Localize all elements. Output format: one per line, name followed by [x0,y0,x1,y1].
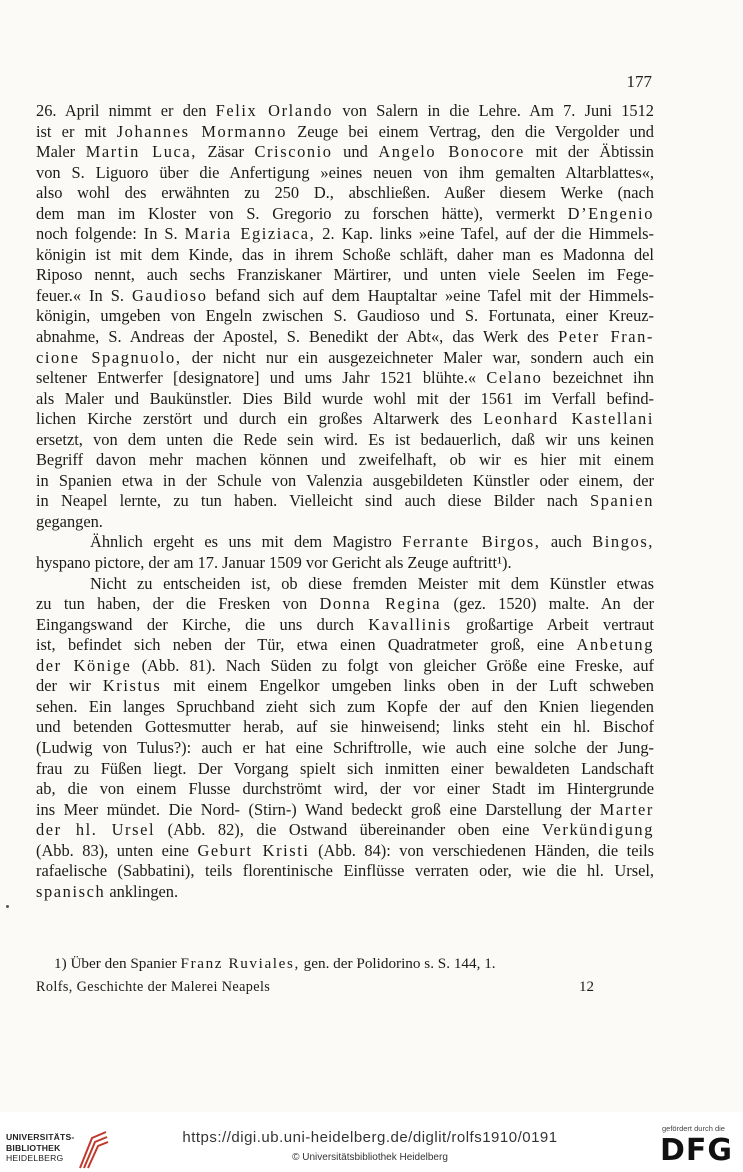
library-emblem-icon [76,1130,110,1170]
library-name-line3: HEIDELBERG [6,1153,64,1163]
spaced-name: Johannes Mormanno [116,121,288,141]
spaced-name: Anbetung [576,635,654,655]
spaced-name: Verkündigung [541,820,655,840]
text-line: hyspano pictore, der am 17. Januar 1509 vor Gericht als Zeuge auftritt¹). [36,553,512,573]
library-name-line2: BIBLIOTHEK [6,1142,61,1153]
text-line: ab, die von einem Flusse durchströmt wird, der vor einer Stadt im Hintergrunde [36,779,654,799]
spaced-name: Crisconio [254,142,333,162]
footnote: 1) Über den Spanier Franz Ruviales, gen. der Polidorino s. S. 144, 1. [54,955,496,972]
text-line: ersetzt, von dem unten die Rede sein wird. Es ist bedauerlich, daß wir uns keinen [36,429,654,449]
text-line: der wir Kristus mit einem Engelkor umgeben links oben in der Luft schweben [36,676,654,696]
text-line: Begriff davon mehr machen können und zweifelhaft, ob wir es hier mit einem [36,450,654,470]
text-line: in Neapel lernte, zu tun haben. Vielleicht sind auch diese Bilder nach Spanien [36,491,654,511]
library-name-line1: UNIVERSITÄTS- [6,1132,75,1142]
text-line: (Ludwig von Tulus?): auch er hat eine Schriftrolle, wie auch eine solche der Jung- [36,737,654,757]
text-line: cione Spagnuolo, der nicht nur ein ausgezeichneter Maler war, sondern auch ein [36,347,654,367]
text-line: von S. Liguoro über die Anfertigung »eines neuen von ihm gemalten Altarblattes«, [36,162,654,182]
funding-caption: gefördert durch die [662,1124,725,1133]
text-line: Eingangswand der Kirche, die uns durch Kavallinis großartige Arbeit vertraut [36,614,654,634]
spaced-name: Bingos, [592,532,654,552]
spaced-name: Peter Fran- [558,327,654,347]
body-text [36,101,654,902]
text-line: der Könige (Abb. 81). Nach Süden zu folgt von gleicher Größe eine Freske, auf [36,655,654,675]
text-line: Riposo nennt, auch sechs Franziskaner Märtirer, und unten viele Seelen im Fege- [36,265,654,285]
text-line: also wohl des erwähnten zu 250 D., abschließen. Außer diesem Werke (nach [36,183,654,203]
spaced-name: Donna Regina [319,594,442,614]
spaced-name: der hl. Ursel [36,820,156,840]
text-line: und betenden Gottesmutter herab, auf sie hinweisend; links steht ein hl. Bischof [36,717,654,737]
text-line: zu tun haben, der die Fresken von Donna Regina (gez. 1520) malte. An der [36,594,654,614]
text-line: der hl. Ursel (Abb. 82), die Ostwand übereinander oben eine Verkündigung [36,820,655,840]
text-line: feuer.« In S. Gaudioso befand sich auf dem Hauptaltar »eine Tafel mit der Himmels- [36,285,654,305]
spaced-name: cione Spagnuolo, [36,347,182,367]
spaced-name: Franz Ruviales, [180,955,300,972]
text-line: ist, befindet sich neben der Tür, etwa einen Quadratmeter groß, eine Anbetung [36,635,654,655]
text-line: Ähnlich ergeht es uns mit dem Magistro Ferrante Birgos, auch Bingos, [90,532,654,552]
spaced-name: Angelo Bonocore [378,142,525,162]
funding-logo[interactable] [656,1124,738,1170]
text-line: sehen. Ein langes Spruchband zieht sich zum Kopfe der auf den Knien liegenden [36,696,654,716]
text-line: ist er mit Johannes Mormanno Zeuge bei einem Vertrag, den die Vergolder und [36,121,654,141]
permalink-url[interactable]: https://digi.ub.uni-heidelberg.de/diglit/rolfs1910/0191 [182,1129,558,1146]
spaced-name: Kavallinis [368,614,452,634]
text-line: spanisch anklingen. [36,881,179,901]
text-line: (Abb. 83), unten eine Geburt Kristi (Abb. 84): von verschiedenen Händen, die teils [36,840,654,860]
spaced-name: Geburt Kristi [197,840,310,860]
spaced-name: Martin Luca, [85,142,197,162]
text-line: lichen Kirche zerstört und durch ein großes Altarwerk des Leonhard Kastellani [36,409,655,429]
library-logo[interactable] [6,1130,116,1170]
page-number: 177 [626,72,652,91]
viewer-footer [0,1112,743,1172]
text-line: rafaelische (Sabbatini), teils florentinische Einflüsse verraten oder, wie die hl. Ursel, [36,861,654,881]
text-line: seltener Entwerfer [designatore] und ums Jahr 1521 blühte.« Celano bezeichnet ihn [36,368,654,388]
text-line: Maler Martin Luca, Zäsar Crisconio und Angelo Bonocore mit der Äbtissin [36,142,654,162]
signature-title: Rolfs, Geschichte der Malerei Neapels [36,979,271,995]
text-line: königin ist mit dem Kinde, das in ihrem Schoße schläft, daher man es Madonna del [36,244,654,264]
text-line: frau zu Füßen liegt. Der Vorgang spielt sich inmitten einer bewaldeten Landschaft [36,758,654,778]
copyright-notice: © Universitätsbibliothek Heidelberg [292,1152,448,1163]
signature-number: 12 [579,979,594,995]
text-line: königin, umgeben von Engeln zwischen S. Gaudioso und S. Fortunata, einer Kreuz- [36,306,654,326]
text-line: gegangen. [36,511,103,531]
text-line: in Spanien etwa in der Schule von Valenzia ausgebildeten Künstler oder einem, der [36,470,654,490]
text-line: dem man im Kloster von S. Gregorio zu forschen hätte), vermerkt D’Engenio [36,203,654,223]
text-line: noch folgende: In S. Maria Egiziaca, 2. Kap. links »eine Tafel, auf der die Himmels- [36,224,655,244]
text-line: Nicht zu entscheiden ist, ob diese fremden Meister mit dem Künstler etwas [90,573,654,593]
dfg-logo-icon: DFG [660,1133,734,1168]
spaced-name: Celano [486,368,543,388]
spaced-name: spanisch [36,881,106,901]
text-line: abnahme, S. Andreas der Apostel, S. Benedikt der Abt«, das Werk des Peter Fran- [36,327,654,347]
spaced-name: Gaudioso [131,285,208,305]
spaced-name: Ferrante Birgos, [402,532,541,552]
spaced-name: der Könige [36,655,132,675]
text-line: 26. April nimmt er den Felix Orlando von Salern in die Lehre. Am 7. Juni 1512 [36,101,654,120]
margin-mark [6,905,9,908]
spaced-name: Leonhard Kastellani [483,409,655,429]
spaced-name: Maria Egiziaca, [184,224,316,244]
spaced-name: Felix Orlando [215,101,334,120]
text-line: als Maler und Baukünstler. Dies Bild wurde wohl mit der 1561 im Verfall befind- [36,388,654,408]
text-line: ins Meer mündet. Die Nord- (Stirn-) Wand bedeckt groß eine Darstellung der Marter [36,799,654,819]
signature-line [36,977,654,997]
spaced-name: Kristus [102,676,162,696]
spaced-name: D’Engenio [567,203,654,223]
spaced-name: Spanien [589,491,654,511]
spaced-name: Marter [599,799,654,819]
